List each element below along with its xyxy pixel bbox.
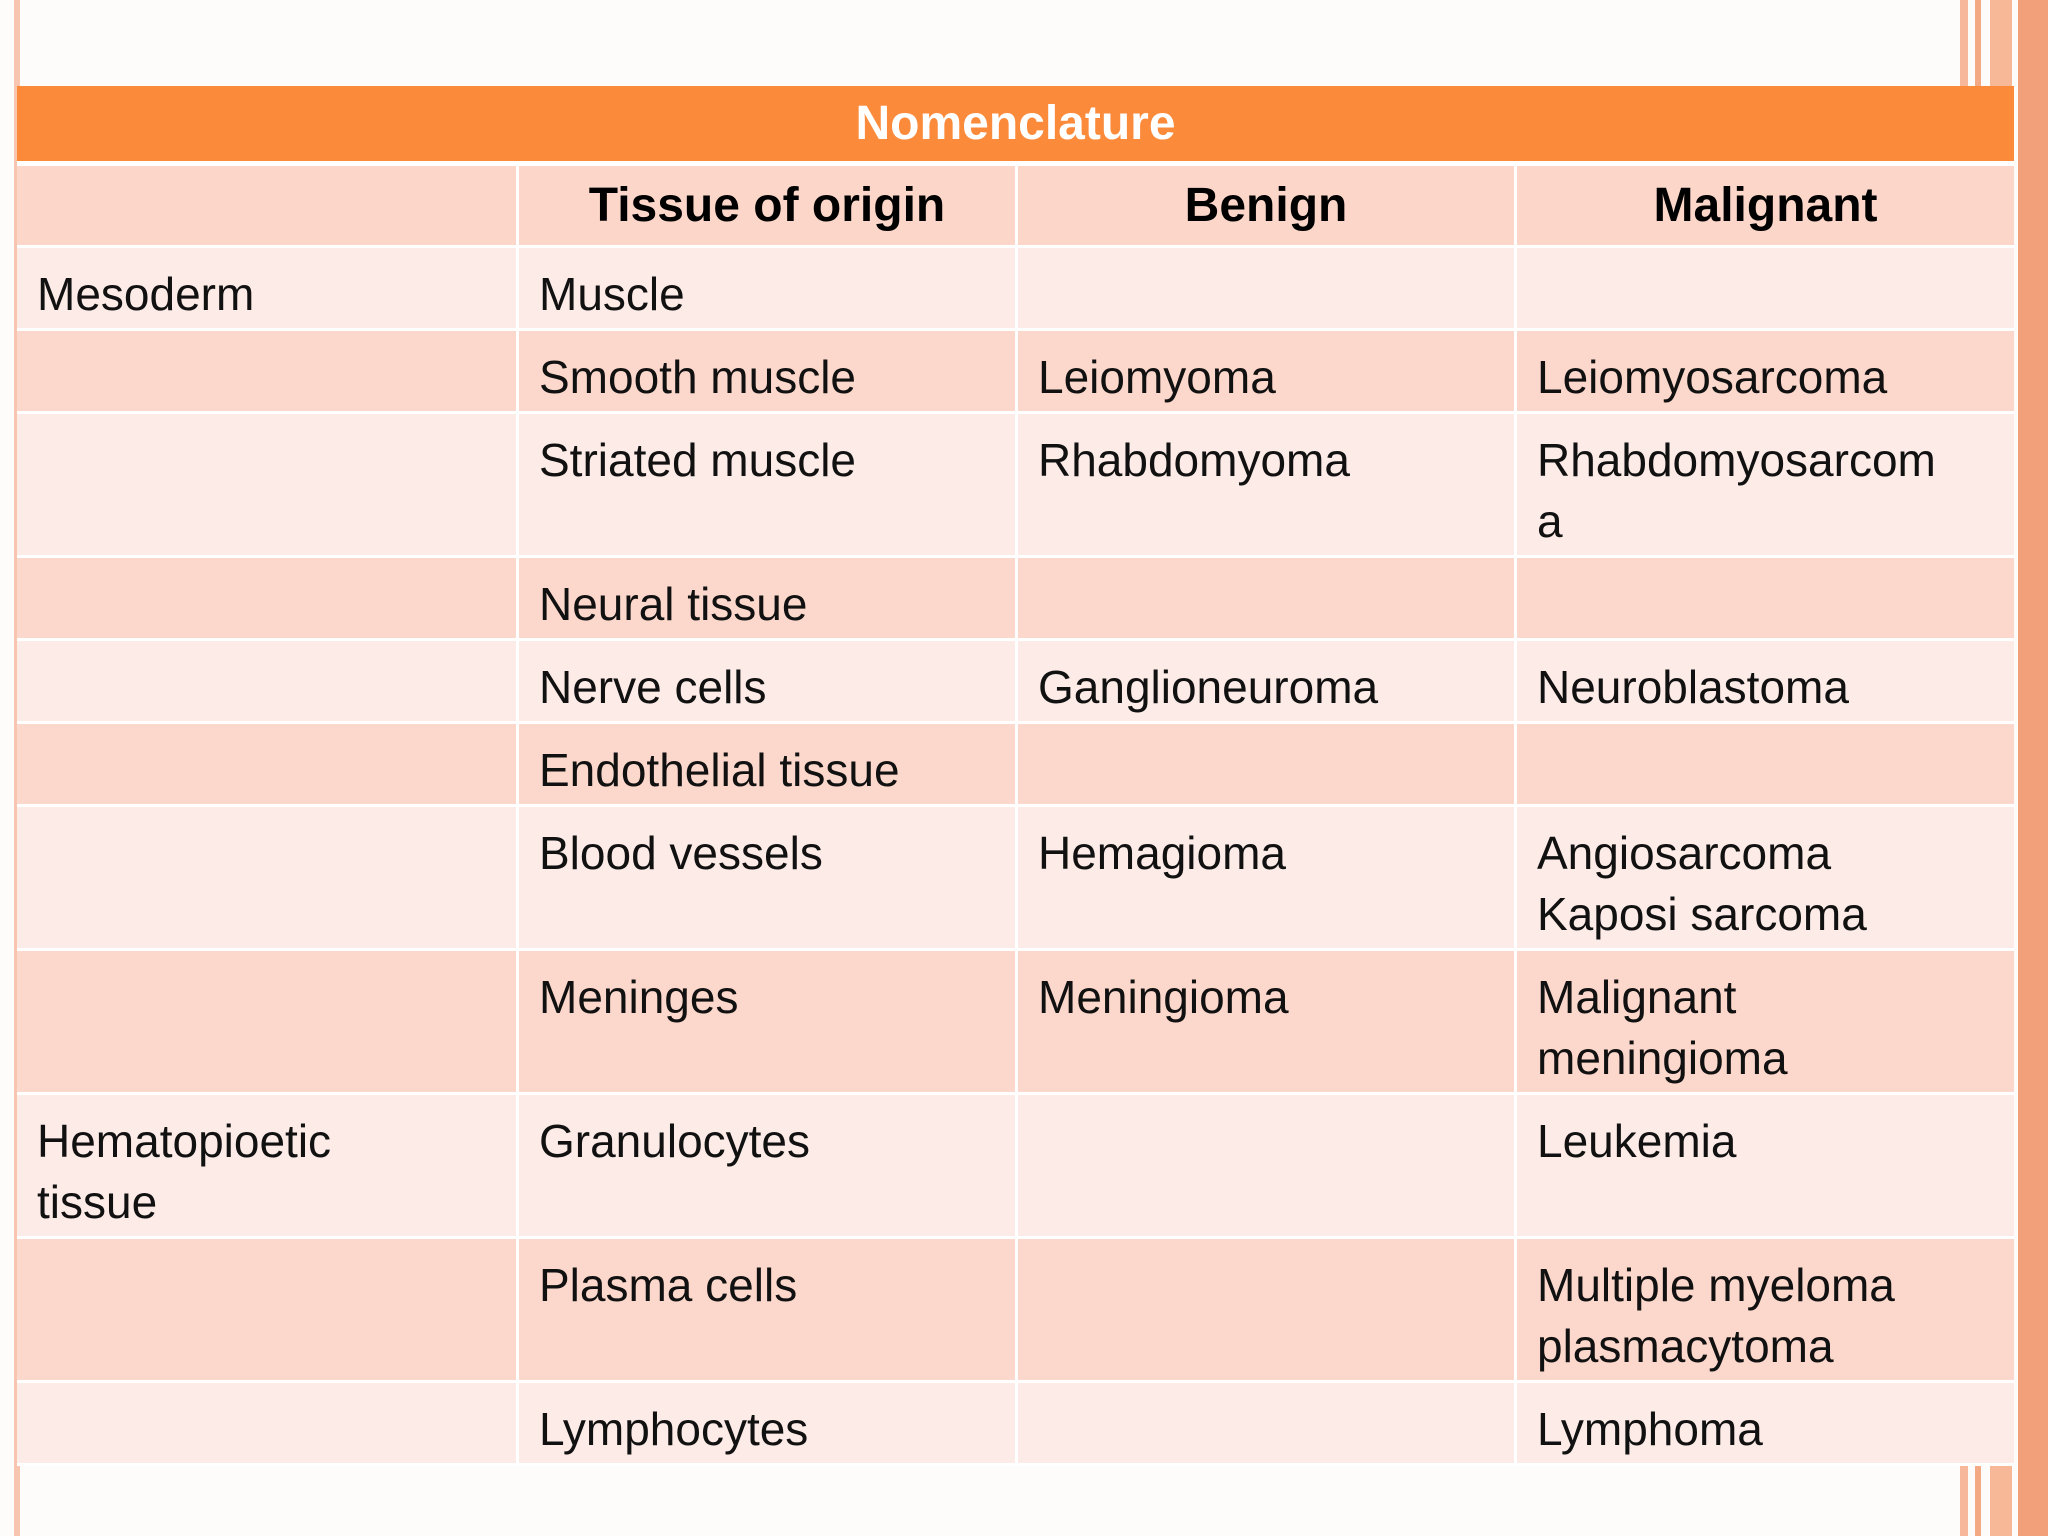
table-row (17, 248, 2014, 331)
malignant-cell: Neuroblastoma (1514, 641, 2014, 724)
table-row (17, 558, 2014, 641)
table-row (17, 1383, 2014, 1466)
group-cell (17, 724, 516, 807)
table-row (17, 641, 2014, 724)
tissue-cell: Nerve cells (516, 641, 1015, 724)
tissue-cell: Blood vessels (516, 807, 1015, 951)
group-cell (17, 641, 516, 724)
table-row (17, 331, 2014, 414)
group-cell: Hematopioetic tissue (17, 1095, 516, 1239)
tissue-cell: Granulocytes (516, 1095, 1015, 1239)
nomenclature-table (17, 86, 2014, 1466)
table-title: Nomenclature (17, 86, 2014, 166)
group-cell (17, 331, 516, 414)
table-row (17, 951, 2014, 1095)
benign-cell: Meningioma (1015, 951, 1514, 1095)
group-cell (17, 1383, 516, 1466)
table-row (17, 724, 2014, 807)
malignant-cell: Leukemia (1514, 1095, 2014, 1239)
column-header-tissue: Tissue of origin (516, 166, 1015, 248)
malignant-cell: Leiomyosarcoma (1514, 331, 2014, 414)
malignant-cell (1514, 724, 2014, 807)
malignant-cell: Rhabdomyosarcom a (1514, 414, 2014, 558)
malignant-cell: Malignant meningioma (1514, 951, 2014, 1095)
benign-cell (1015, 1095, 1514, 1239)
benign-cell: Rhabdomyoma (1015, 414, 1514, 558)
tissue-cell: Smooth muscle (516, 331, 1015, 414)
group-cell (17, 807, 516, 951)
tissue-cell: Meninges (516, 951, 1015, 1095)
benign-cell (1015, 1239, 1514, 1383)
column-header-group (17, 166, 516, 248)
group-cell (17, 1239, 516, 1383)
slide-edge-stripe (2018, 0, 2048, 1536)
malignant-cell (1514, 558, 2014, 641)
tissue-cell: Striated muscle (516, 414, 1015, 558)
table-row (17, 1239, 2014, 1383)
group-cell (17, 414, 516, 558)
benign-cell: Leiomyoma (1015, 331, 1514, 414)
table-row (17, 807, 2014, 951)
benign-cell: Hemagioma (1015, 807, 1514, 951)
tissue-cell: Endothelial tissue (516, 724, 1015, 807)
column-header-malignant: Malignant (1514, 166, 2014, 248)
malignant-cell (1514, 248, 2014, 331)
table-row (17, 414, 2014, 558)
benign-cell (1015, 558, 1514, 641)
benign-cell (1015, 248, 1514, 331)
column-header-benign: Benign (1015, 166, 1514, 248)
malignant-cell: Lymphoma (1514, 1383, 2014, 1466)
tissue-cell: Plasma cells (516, 1239, 1015, 1383)
tissue-cell: Neural tissue (516, 558, 1015, 641)
tissue-cell: Muscle (516, 248, 1015, 331)
group-cell (17, 951, 516, 1095)
benign-cell (1015, 724, 1514, 807)
benign-cell (1015, 1383, 1514, 1466)
table-row (17, 1095, 2014, 1239)
tissue-cell: Lymphocytes (516, 1383, 1015, 1466)
malignant-cell: Multiple myeloma plasmacytoma (1514, 1239, 2014, 1383)
benign-cell: Ganglioneuroma (1015, 641, 1514, 724)
malignant-cell: Angiosarcoma Kaposi sarcoma (1514, 807, 2014, 951)
group-cell (17, 558, 516, 641)
group-cell: Mesoderm (17, 248, 516, 331)
